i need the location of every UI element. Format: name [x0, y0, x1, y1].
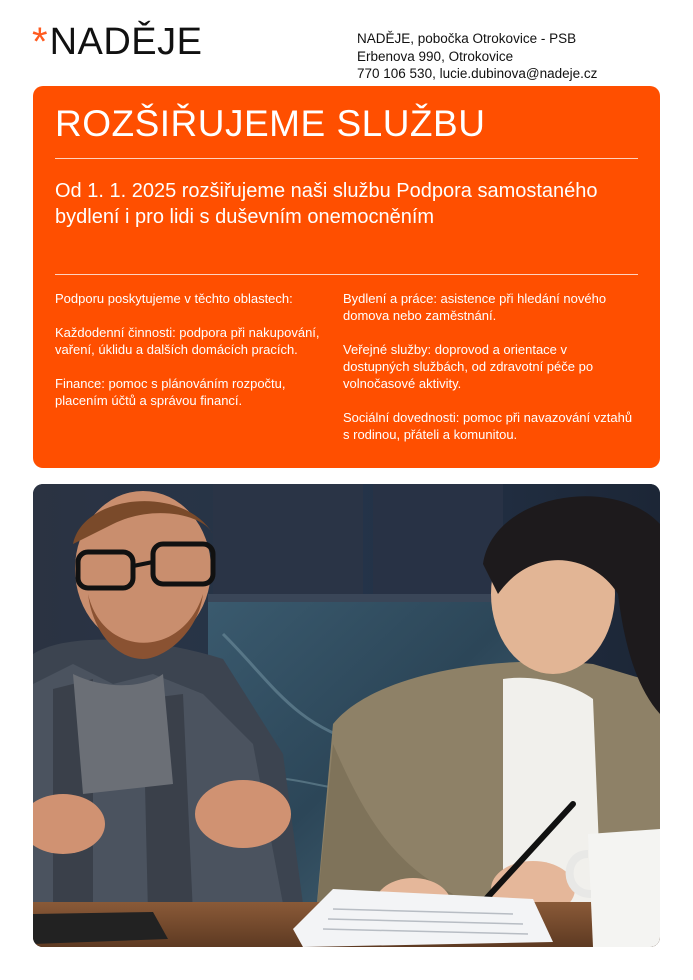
headline: ROZŠIŘUJEME SLUŽBU [55, 103, 486, 144]
header [0, 0, 693, 86]
divider [55, 158, 638, 159]
contact-block [357, 30, 597, 83]
divider [55, 274, 638, 275]
logo-text: NADĚJE [49, 21, 203, 63]
area-social-skills: Sociální dovednosti: pomoc při navazování vztahů s rodinou, přáteli a komunitou. [343, 410, 633, 442]
area-housing-work: Bydlení a práce: asistence při hledání nového domova nebo zaměstnání. [343, 291, 607, 323]
area-finance: Finance: pomoc s plánováním rozpočtu, placením účtů a správou financí. [55, 376, 286, 408]
announcement-panel [33, 86, 660, 468]
lead-text: Od 1. 1. 2025 rozšiřujeme naši službu Podpora samostaného bydlení i pro lidi s duševním onemocněním [55, 180, 598, 228]
areas-intro: Podporu poskytujeme v těchto oblastech: [55, 291, 293, 306]
logo [32, 20, 203, 64]
right-column [343, 290, 633, 460]
photo [33, 484, 660, 947]
contact-organization: NADĚJE, pobočka Otrokovice - PSB [357, 31, 577, 46]
left-column [55, 290, 335, 426]
asterisk-icon: * [32, 20, 48, 64]
contact-phone-email: 770 106 530, lucie.dubinova@nadeje.cz [357, 66, 598, 81]
area-daily-activities: Každodenní činnosti: podpora při nakupování, vaření, úklidu a dalších domácích pracích. [55, 325, 320, 357]
contact-address: Erbenova 990, Otrokovice [357, 48, 514, 64]
photo-illustration [33, 484, 660, 947]
area-public-services: Veřejné služby: doprovod a orientace v dostupných službách, od zdravotní péče po volnočasové aktivity. [343, 342, 594, 391]
